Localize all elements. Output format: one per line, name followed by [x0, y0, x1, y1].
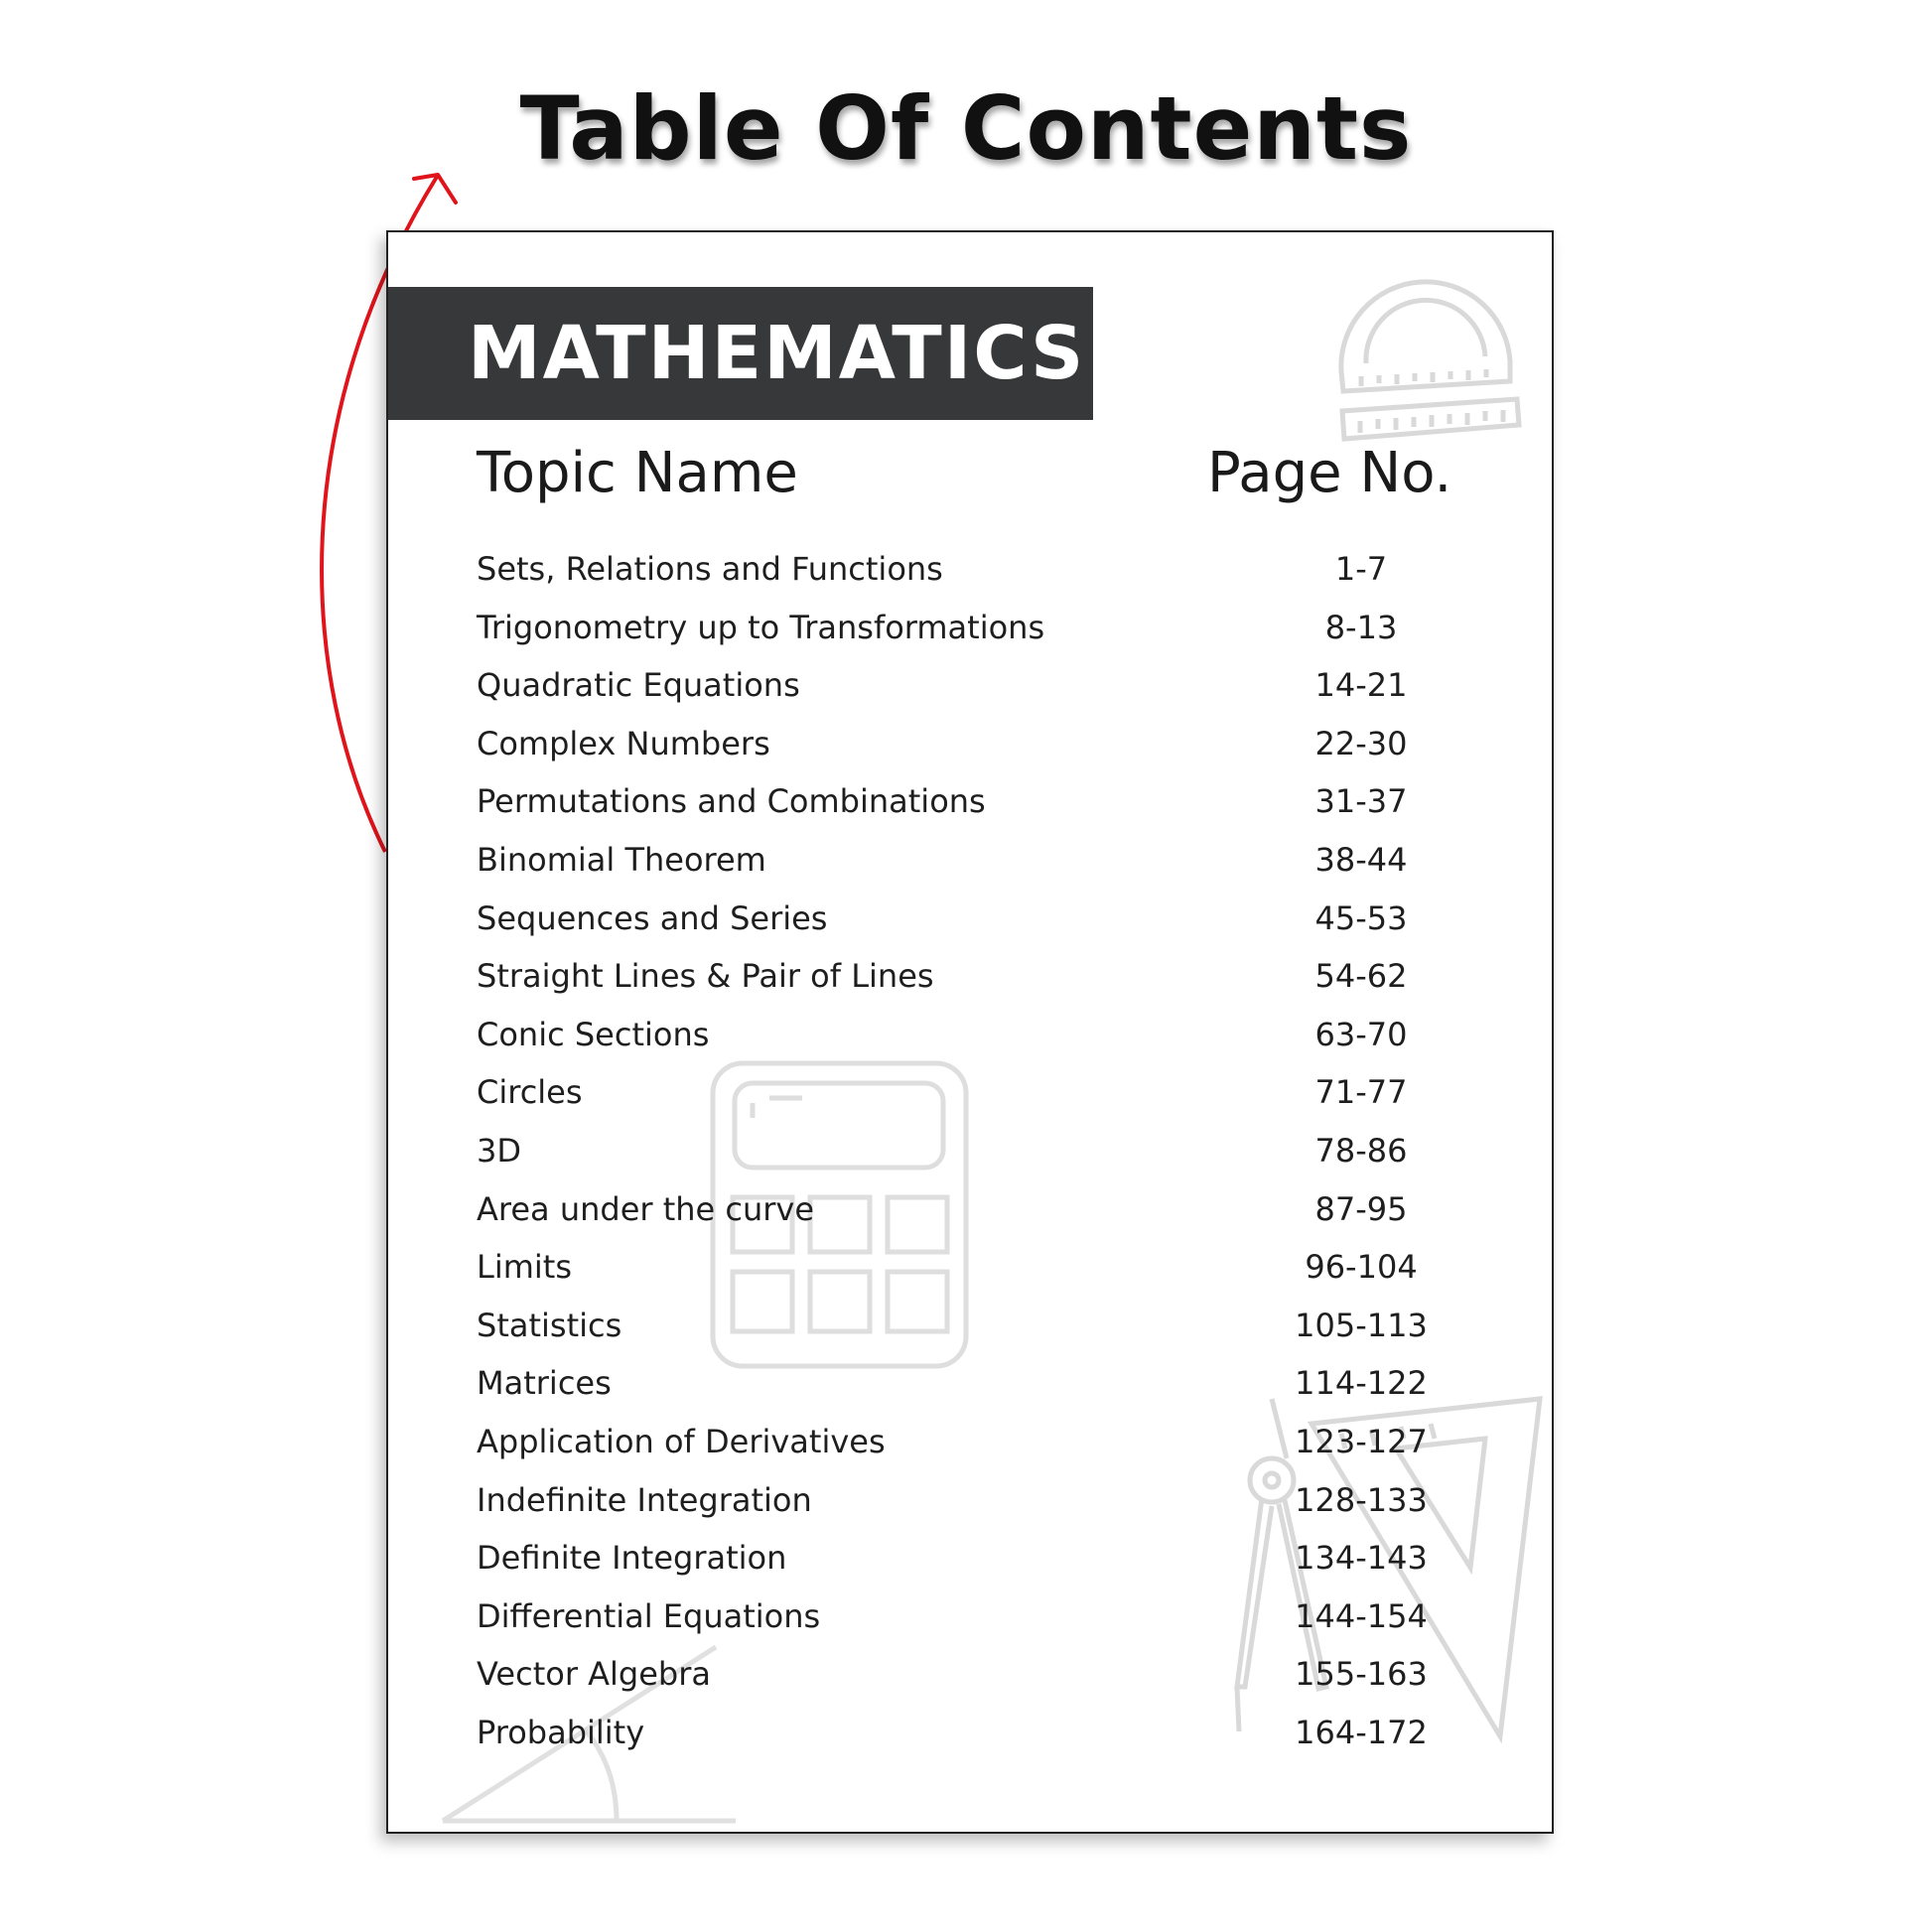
- main-title: Table Of Contents: [519, 77, 1413, 180]
- toc-page-range: 54-62: [1314, 957, 1408, 996]
- toc-row: [388, 1307, 1552, 1365]
- toc-topic: Area under the curve: [477, 1189, 815, 1228]
- toc-row: [388, 1481, 1552, 1540]
- toc-row: [388, 899, 1552, 958]
- topic-column-header: Topic Name: [477, 441, 798, 505]
- toc-page-range: 71-77: [1314, 1073, 1408, 1112]
- toc-row: [388, 1655, 1552, 1714]
- toc-topic: Statistics: [477, 1306, 622, 1344]
- toc-topic: Sequences and Series: [477, 898, 828, 937]
- toc-topic: Definite Integration: [477, 1539, 787, 1578]
- toc-row: [388, 1364, 1552, 1423]
- toc-topic: Complex Numbers: [477, 724, 770, 762]
- toc-page-range: 128-133: [1295, 1480, 1428, 1519]
- toc-topic: Vector Algebra: [477, 1655, 711, 1694]
- toc-page-range: 63-70: [1314, 1015, 1408, 1053]
- toc-topic: Matrices: [477, 1364, 612, 1403]
- toc-row: [388, 841, 1552, 899]
- toc-page: [386, 230, 1554, 1834]
- toc-row: [388, 1248, 1552, 1307]
- toc-topic: Circles: [477, 1073, 583, 1112]
- toc-row: [388, 1423, 1552, 1481]
- toc-topic: Permutations and Combinations: [477, 782, 986, 821]
- toc-page-range: 14-21: [1314, 666, 1408, 705]
- toc-page-range: 1-7: [1334, 550, 1388, 588]
- toc-topic: 3D: [477, 1131, 521, 1170]
- toc-row: [388, 1714, 1552, 1772]
- toc-topic: Probability: [477, 1713, 645, 1751]
- toc-row: [388, 1597, 1552, 1656]
- toc-row: [388, 609, 1552, 667]
- toc-page-range: 155-163: [1295, 1655, 1428, 1694]
- toc-page-range: 114-122: [1295, 1364, 1428, 1403]
- toc-page-range: 22-30: [1314, 724, 1408, 762]
- toc-topic: Binomial Theorem: [477, 840, 766, 879]
- protractor-icon: [1331, 252, 1550, 451]
- toc-page-range: 105-113: [1295, 1306, 1428, 1344]
- toc-page-range: 78-86: [1314, 1131, 1408, 1170]
- toc-topic: Application of Derivatives: [477, 1422, 886, 1460]
- toc-page-range: 96-104: [1305, 1248, 1418, 1287]
- toc-page-range: 8-13: [1324, 608, 1398, 646]
- toc-page-range: 134-143: [1295, 1539, 1428, 1578]
- toc-row: [388, 1539, 1552, 1597]
- toc-list: [388, 550, 1552, 1771]
- toc-row: [388, 1016, 1552, 1074]
- toc-topic: Sets, Relations and Functions: [477, 550, 943, 588]
- toc-page-range: 123-127: [1295, 1422, 1428, 1460]
- toc-topic: Quadratic Equations: [477, 666, 800, 705]
- toc-topic: Differential Equations: [477, 1596, 821, 1635]
- toc-row: [388, 666, 1552, 725]
- toc-topic: Conic Sections: [477, 1015, 710, 1053]
- toc-row: [388, 1190, 1552, 1249]
- toc-page-range: 87-95: [1314, 1189, 1408, 1228]
- toc-row: [388, 1073, 1552, 1132]
- toc-page-range: 38-44: [1314, 840, 1408, 879]
- toc-topic: Straight Lines & Pair of Lines: [477, 957, 934, 996]
- page-column-header: Page No.: [1207, 441, 1452, 505]
- toc-topic: Indefinite Integration: [477, 1480, 812, 1519]
- toc-row: [388, 1132, 1552, 1190]
- toc-page-range: 144-154: [1295, 1596, 1428, 1635]
- toc-page-range: 164-172: [1295, 1713, 1428, 1751]
- toc-row: [388, 725, 1552, 783]
- toc-page-range: 31-37: [1314, 782, 1408, 821]
- toc-topic: Trigonometry up to Transformations: [477, 608, 1045, 646]
- toc-row: [388, 957, 1552, 1016]
- toc-row: [388, 550, 1552, 609]
- toc-topic: Limits: [477, 1248, 572, 1287]
- toc-row: [388, 782, 1552, 841]
- toc-page-range: 45-53: [1314, 898, 1408, 937]
- subject-banner: MATHEMATICS: [388, 287, 1093, 420]
